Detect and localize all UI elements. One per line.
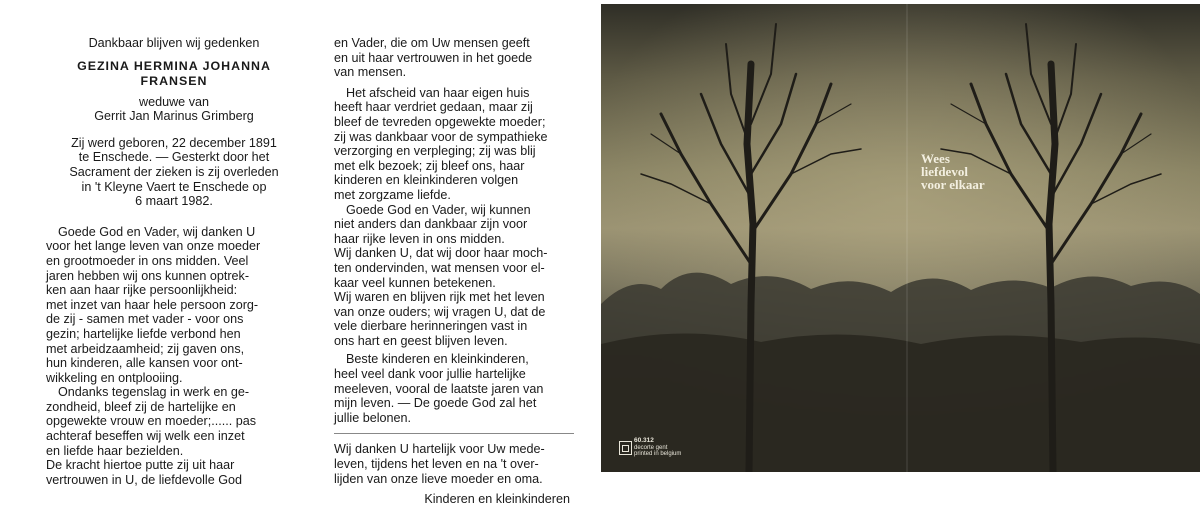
- verse-line: voor elkaar: [921, 177, 985, 192]
- cover-photo: [601, 4, 1200, 472]
- farewell-paragraph: [334, 86, 578, 203]
- text-line: vertrouwen in U, de liefdevolle God: [46, 472, 243, 487]
- text-line: lijden van onze lieve moeder en oma.: [334, 471, 543, 486]
- text-line: de zij - samen met vader - voor ons: [46, 312, 244, 327]
- prayer-paragraph-2: [44, 385, 304, 487]
- text-line: met elk bezoek; zij bleef ons, haar: [334, 158, 525, 173]
- text-line: achteraf beseffen wij welk een inzet: [46, 429, 245, 444]
- prayer-continuation: [334, 36, 578, 80]
- bio-line: in 't Kleyne Vaert te Enschede op: [81, 179, 267, 194]
- bio-line: te Enschede. — Gesterkt door het: [78, 150, 270, 165]
- text-line: kinderen en kleinkinderen volgen: [334, 173, 519, 188]
- text-line: leven, tijdens het leven en na 't over-: [334, 457, 539, 472]
- text-line: zij was dankbaar voor de sympathieke: [334, 129, 548, 144]
- text-line: niet anders dan dankbaar zijn voor: [334, 217, 528, 232]
- text-line: vele dierbare herinneringen vast in: [334, 319, 528, 334]
- text-line: bleef de tevreden opgewekte moeder;: [334, 114, 546, 129]
- text-line: en uit haar vertrouwen in het goede: [334, 50, 533, 65]
- text-line: van onze ouders; wij vragen U, dat de: [334, 304, 546, 319]
- right-text-column: [334, 36, 578, 507]
- deceased-name-line2: FRANSEN: [140, 73, 208, 88]
- text-line: Wij danken U, dat wij door haar moch-: [334, 246, 548, 261]
- text-line: en grootmoeder in ons midden. Veel: [46, 253, 249, 268]
- trees-illustration: [601, 4, 1200, 472]
- left-text-column: [44, 36, 304, 487]
- husband-name: Gerrit Jan Marinus Grimberg: [94, 109, 254, 124]
- cover-verse: [921, 152, 985, 191]
- imprint-line: decorte gent: [634, 444, 668, 451]
- text-line: en Vader, die om Uw mensen geeft: [334, 36, 530, 50]
- text-line: De kracht hiertoe putte zij uit haar: [46, 458, 235, 473]
- text-line: Het afscheid van haar eigen huis: [346, 85, 530, 100]
- imprint-line: 60.312: [634, 437, 654, 444]
- gratitude-paragraph: [334, 203, 578, 349]
- text-line: heel veel dank voor jullie hartelijke: [334, 367, 526, 382]
- biography: [44, 136, 304, 209]
- widow-of-label: weduwe van: [138, 94, 209, 109]
- bio-line: Zij werd geboren, 22 december 1891: [71, 135, 277, 150]
- text-line: zondheid, bleef zij de hartelijke en: [46, 399, 236, 414]
- text-line: Beste kinderen en kleinkinderen,: [346, 352, 529, 367]
- text-line: verzorging en verpleging; zij was blij: [334, 144, 536, 159]
- bio-line: Sacrament der zieken is zij overleden: [69, 164, 279, 179]
- text-line: meeleven, vooral de laatste jaren van: [334, 381, 544, 396]
- text-line: van mensen.: [334, 65, 407, 80]
- publisher-logo-icon: [619, 441, 632, 455]
- text-line: gezin; hartelijke liefde verbond hen: [46, 326, 241, 341]
- text-line: heeft haar verdriet gedaan, maar zij: [334, 100, 533, 115]
- verse-line: Wees: [921, 151, 950, 166]
- text-line: met inzet van haar hele persoon zorg-: [46, 297, 259, 312]
- text-line: Ondanks tegenslag in werk en ge-: [58, 385, 250, 400]
- text-line: jaren hebben wij ons kunnen optrek-: [46, 268, 250, 283]
- card-fold: [906, 4, 908, 472]
- text-line: ken aan haar rijke persoonlijkheid:: [46, 283, 238, 298]
- imprint-line: printed in belgium: [634, 451, 682, 457]
- text-line: ons hart en geest blijven leven.: [334, 333, 508, 348]
- text-line: hun kinderen, alle kansen voor ont-: [46, 356, 243, 371]
- bio-line: 6 maart 1982.: [135, 194, 213, 209]
- text-line: ten ondervinden, wat mensen voor el-: [334, 260, 545, 275]
- text-line: jullie belonen.: [334, 410, 412, 425]
- text-line: Wij danken U hartelijk voor Uw mede-: [334, 442, 545, 457]
- deceased-name-line1: GEZINA HERMINA JOHANNA: [77, 58, 271, 73]
- verse-line: liefdevol: [921, 164, 968, 179]
- text-line: met arbeidzaamheid; zij gaven ons,: [46, 341, 245, 356]
- publisher-imprint: [634, 438, 681, 458]
- text-line: en liefde haar bezielden.: [46, 443, 184, 458]
- signature: Kinderen en kleinkinderen: [424, 492, 570, 507]
- text-line: Goede God en Vader, wij kunnen: [346, 202, 531, 217]
- text-line: kaar veel kunnen betekenen.: [334, 275, 496, 290]
- thanks-paragraph: [334, 442, 578, 486]
- text-line: mijn leven. — De goede God zal het: [334, 396, 537, 411]
- prayer-paragraph-1: [44, 225, 304, 386]
- text-line: met zorgzame liefde.: [334, 187, 451, 202]
- intro-line: Dankbaar blijven wij gedenken: [88, 36, 260, 50]
- deceased-name: [44, 59, 304, 89]
- text-line: wikkeling en ontplooiing.: [46, 370, 183, 385]
- divider: [334, 433, 574, 434]
- children-paragraph: [334, 352, 578, 425]
- text-line: opgewekte vrouw en moeder;...... pas: [46, 414, 257, 429]
- text-line: voor het lange leven van onze moeder: [46, 239, 261, 254]
- text-line: Wij waren en blijven rijk met het leven: [334, 290, 545, 305]
- text-line: Goede God en Vader, wij danken U: [58, 224, 256, 239]
- text-line: haar rijke leven in ons midden.: [334, 231, 505, 246]
